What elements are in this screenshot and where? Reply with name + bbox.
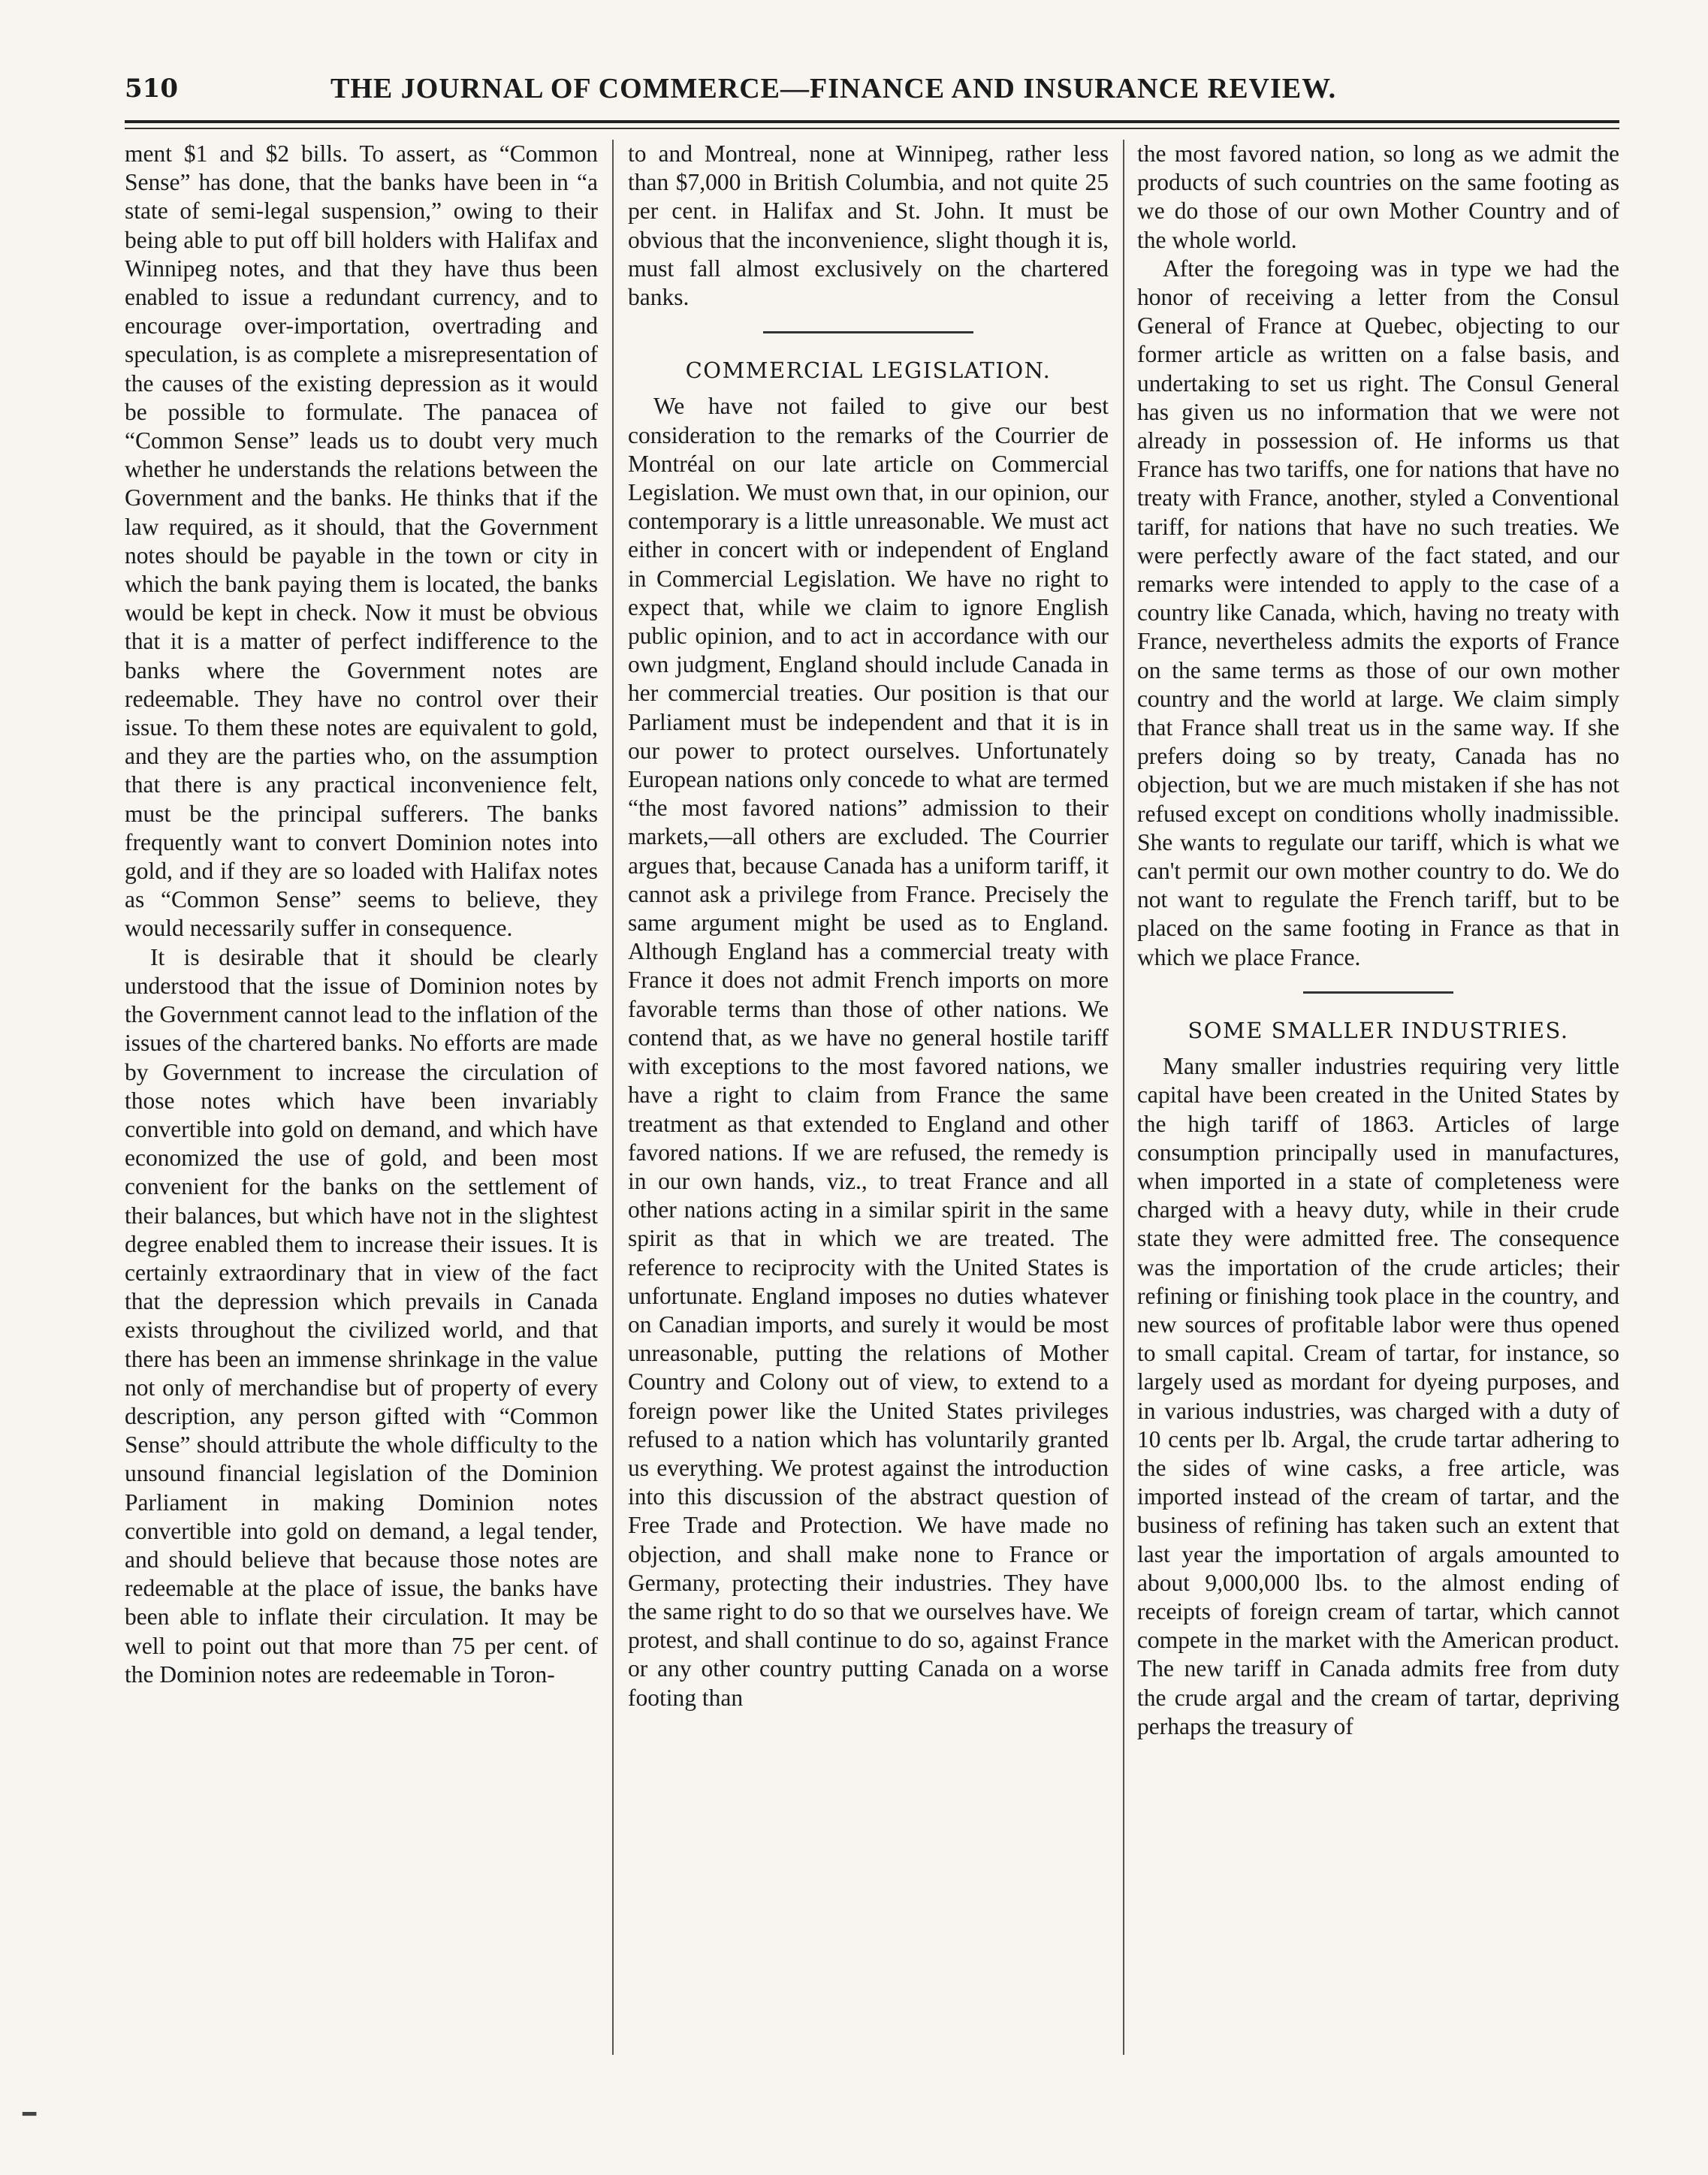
journal-title: THE JOURNAL OF COMMERCE—FINANCE AND INSURANCE REVIEW. bbox=[330, 73, 1337, 104]
column-3 bbox=[1137, 140, 1619, 2055]
section-separator bbox=[1303, 991, 1453, 994]
ink-smudge-icon: ━ bbox=[23, 2101, 37, 2128]
section-separator bbox=[763, 331, 973, 333]
header-rule-thick bbox=[125, 120, 1619, 123]
page-number: 510 bbox=[125, 74, 178, 104]
paragraph: We have not failed to give our best consideration to the remarks of the Courrier de Montréal on our late article on Commercial Legislation. We must own that, in our opinion, our contemporary is a little unreasonable. We must act either in concert with or independent of England in Commercial Legislation. We have no right to expect that, while we claim to ignore English public opinion, and to act in accordance with our own judgment, England should include Canada in her commercial treaties. Our position is that our Parliament must be independent and that it is in our power to protect ourselves. Unfortunately European nations only concede to what are termed “the most favored nations” admission to their markets,—all others are excluded. The Courrier argues that, because Canada has a uniform tariff, it cannot ask a privilege from France. Precisely the same argument might be used as to England. Although England has a commercial treaty with France it does not admit French imports on more favorable terms than those of other nations. We contend that, as we have no general hostile tariff with exceptions to the most favored nations, we have a right to claim from France the same treatment as that extended to England and other favored nations. If we are refused, the remedy is in our own hands, viz., to treat France and all other nations acting in a similar spirit in the same spirit as that in which we are treated. The reference to reciprocity with the United States is unfortunate. England imposes no duties whatever on Canadian imports, and surely it would be most unreasonable, putting the relations of Mother Country and Colony out of view, to extend to a foreign power like the United States privileges refused to a nation which has voluntarily granted us everything. We protest against the introduction into this discussion of the abstract question of Free Trade and Protection. We have made no objection, and shall make none to France or Germany, protecting their industries. They have the same right to do so that we ourselves have. We protest, and shall continue to do so, against France or any other country putting Canada on a worse footing than bbox=[628, 393, 1109, 1711]
paragraph: Many smaller industries requiring very little capital have been created in the United States by the high tariff of 1863. Articles of large consumption principally used in manufactures, when imported in a state of completeness were charged with a heavy duty, while in their crude state they were admitted free. The consequence was the importation of the crude articles; their refining or finishing took place in the country, and new sources of profitable labor were thus opened to small capital. Cream of tartar, for instance, so largely used as mordant for dyeing purposes, and in various industries, was charged with a duty of 10 cents per lb. Argal, the crude tartar adhering to the sides of wine casks, a free article, was imported instead of the cream of tartar, and the business of refining has taken such an extent that last year the importation of argals amounted to about 9,000,000 lbs. to the almost ending of receipts of foreign cream of tartar, which cannot compete in the market with the American product. The new tariff in Canada admits free from duty the crude argal and the cream of tartar, depriving perhaps the treasury of bbox=[1137, 1053, 1619, 1739]
section-heading: COMMERCIAL LEGISLATION. bbox=[685, 357, 1052, 384]
column-2 bbox=[628, 140, 1109, 2055]
section-heading: SOME SMALLER INDUSTRIES. bbox=[1187, 1017, 1569, 1043]
paragraph: to and Montreal, none at Winnipeg, rather less than $7,000 in British Columbia, and not quite 25 per cent. in Halifax and St. John. It must be obvious that the inconvenience, slight though it is, must fall almost exclusively on the chartered banks. bbox=[628, 140, 1109, 311]
column-1 bbox=[125, 140, 598, 2055]
paragraph: It is desirable that it should be clearly understood that the issue of Dominion notes by the Government cannot lead to the inflation of the issues of the chartered banks. No efforts are made by Government to increase the circulation of those notes which have been invariably convertible into gold on demand, and which have economized the use of gold, and been most convenient for the banks on the settlement of their balances, but which have not in the slightest degree enabled them to increase their issues. It is certainly extraordinary that in view of the fact that the depression which prevails in Canada exists throughout the civilized world, and that there has been an immense shrinkage in the value not only of merchandise but of property of every description, any person gifted with “Common Sense” should attribute the whole difficulty to the unsound financial legislation of the Dominion Parliament in making Dominion notes convertible into gold on demand, a legal tender, and should believe that because those notes are redeemable at the place of issue, the banks have been able to inflate their circulation. It may be well to point out that more than 75 per cent. of the Dominion notes are redeemable in Toron- bbox=[125, 943, 598, 1688]
column-divider bbox=[1123, 140, 1124, 2055]
paragraph: ment $1 and $2 bills. To assert, as “Common Sense” has done, that the banks have been in “a state of semi-legal suspension,” owing to their being able to put off bill holders with Halifax and Winnipeg notes, and that they have thus been enabled to issue a redundant currency, and to encourage over-importation, overtrading and speculation, is as complete a misrepresentation of the causes of the existing depression as it would be possible to formulate. The panacea of “Common Sense” leads us to doubt very much whether he understands the relations between the Government and the banks. He thinks that if the law required, as it should, that the Government notes should be payable in the town or city in which the bank paying them is located, the banks would be kept in check. Now it must be obvious that it is a matter of perfect indifference to the banks where the Government notes are redeemable. They have no control over their issue. To them these notes are equivalent to gold, and they are the parties who, on the assumption that there is any practical inconvenience felt, must be the principal sufferers. The banks frequently want to convert Dominion notes into gold, and if they are so loaded with Halifax notes as “Common Sense” seems to believe, they would necessarily suffer in consequence. bbox=[125, 140, 598, 942]
column-divider bbox=[612, 140, 614, 2055]
paragraph: After the foregoing was in type we had the honor of receiving a letter from the Consul General of France at Quebec, objecting to our former article as written on a false basis, and undertaking to set us right. The Consul General has given us no information that we were not already in possession of. He informs us that France has two tariffs, one for nations that have no treaty with France, another, styled a Conventional tariff, for nations that have no such treaties. We were perfectly aware of the fact stated, and our remarks were intended to apply to the case of a country like Canada, which, having no treaty with France, nevertheless admits the exports of France on the same terms as those of our own mother country and the world at large. We claim simply that France shall treat us in the same way. If she prefers doing so by treaty, Canada has no objection, but we are much mistaken if she has not refused except on conditions wholly inadmissible. She wants to regulate our tariff, which is what we can't permit our own mother country to do. We do not want to regulate the French tariff, but to be placed on the same footing in France as that in which we place France. bbox=[1137, 255, 1619, 970]
paragraph: the most favored nation, so long as we admit the products of such countries on the same footing as we do those of our own Mother Country and of the whole world. bbox=[1137, 140, 1619, 253]
header-rule-thin bbox=[125, 128, 1619, 129]
